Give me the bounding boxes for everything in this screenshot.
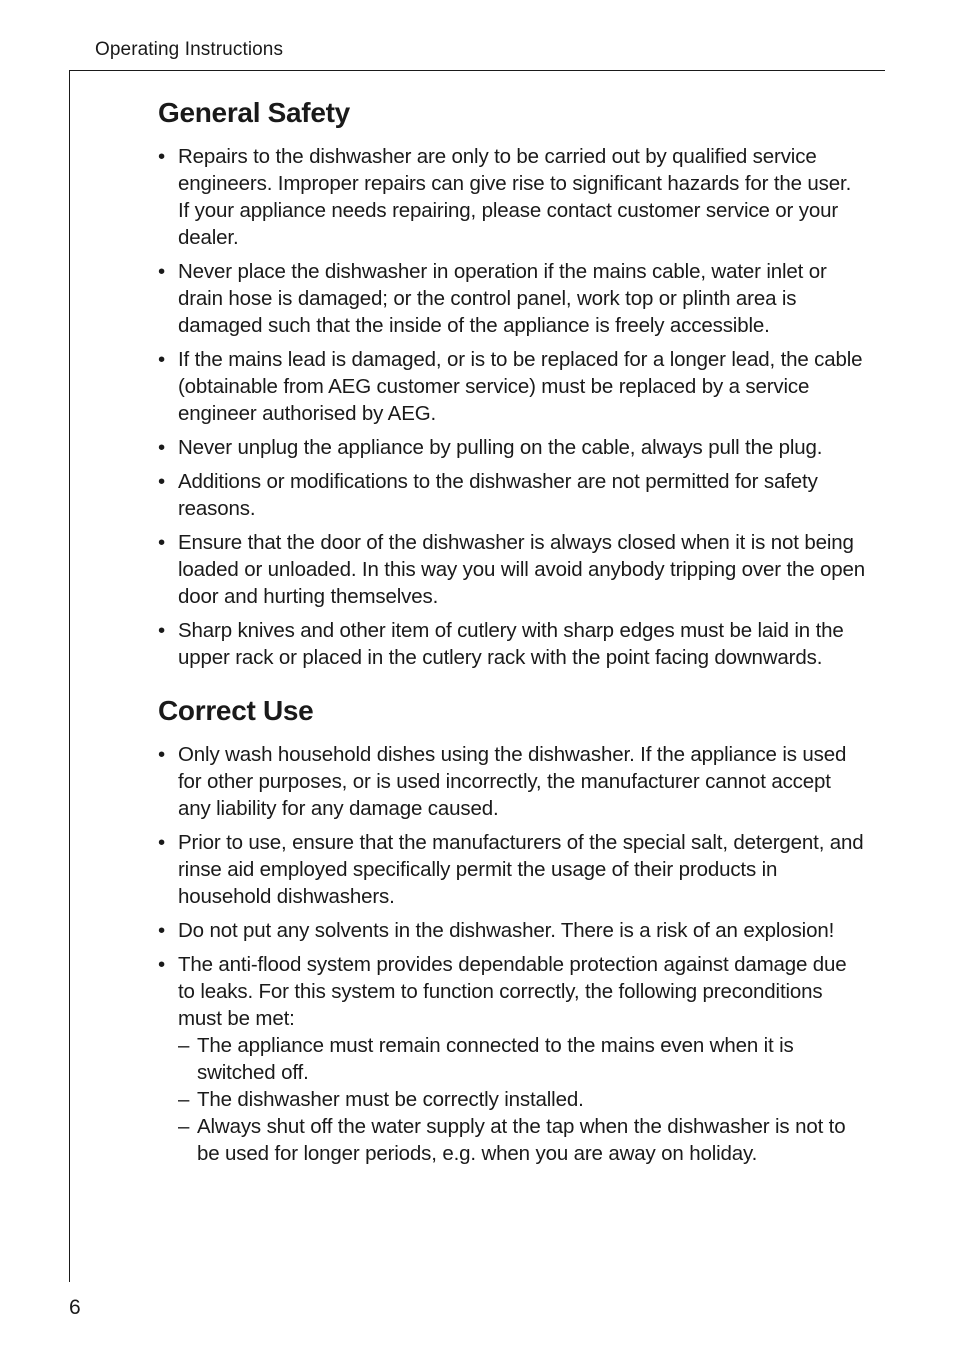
general-safety-list bbox=[158, 143, 866, 671]
list-item: • Ensure that the door of the dishwasher is always closed when it is not being loaded or unloaded. In this way you will avoid anybody tripping over the open door and hurting themselves. bbox=[158, 529, 866, 610]
section-title-correct-use: Correct Use bbox=[158, 695, 314, 726]
page-number: 6 bbox=[69, 1296, 81, 1319]
margin-rule bbox=[69, 70, 70, 1282]
list-item-anti-flood bbox=[158, 951, 866, 1167]
list-item: • If the mains lead is damaged, or is to be replaced for a longer lead, the cable (obtainable from AEG customer service) must be replaced by a service engineer authorised by AEG. bbox=[158, 346, 866, 427]
anti-flood-preconditions bbox=[178, 1032, 866, 1167]
page-content bbox=[158, 93, 866, 1174]
sub-list-item: – The dishwasher must be correctly installed. bbox=[178, 1086, 866, 1113]
list-item: • Never place the dishwasher in operation if the mains cable, water inlet or drain hose is damaged; or the control panel, work top or plinth area is damaged such that the inside of the appliance is freely accessible. bbox=[158, 258, 866, 339]
list-item: • Additions or modifications to the dishwasher are not permitted for safety reasons. bbox=[158, 468, 866, 522]
list-item: • Repairs to the dishwasher are only to be carried out by qualified service engineers. Improper repairs can give rise to significant hazards for the user. If your appliance needs repairing, please contact customer service or your dealer. bbox=[158, 143, 866, 251]
sub-list-item: – Always shut off the water supply at the tap when the dishwasher is not to be used for longer periods, e.g. when you are away on holiday. bbox=[178, 1113, 866, 1167]
header-rule bbox=[69, 70, 885, 71]
sub-list-item: – The appliance must remain connected to the mains even when it is switched off. bbox=[178, 1032, 866, 1086]
running-header: Operating Instructions bbox=[95, 39, 284, 60]
list-item: • Never unplug the appliance by pulling on the cable, always pull the plug. bbox=[158, 434, 866, 461]
list-item: • Sharp knives and other item of cutlery with sharp edges must be laid in the upper rack or placed in the cutlery rack with the point facing downwards. bbox=[158, 617, 866, 671]
list-item: • Only wash household dishes using the dishwasher. If the appliance is used for other purposes, or is used incorrectly, the manufacturer cannot accept any liability for any damage caused. bbox=[158, 741, 866, 822]
section-title-general-safety: General Safety bbox=[158, 97, 350, 128]
list-item: • Do not put any solvents in the dishwasher. There is a risk of an explosion! bbox=[158, 917, 866, 944]
list-item-text: The anti-flood system provides dependable protection against damage due to leaks. For this system to function correctly, the following preconditions must be met: bbox=[178, 953, 847, 1030]
list-item: • Prior to use, ensure that the manufacturers of the special salt, detergent, and rinse aid employed specifically permit the usage of their products in household dishwashers. bbox=[158, 829, 866, 910]
correct-use-list bbox=[158, 741, 866, 1167]
